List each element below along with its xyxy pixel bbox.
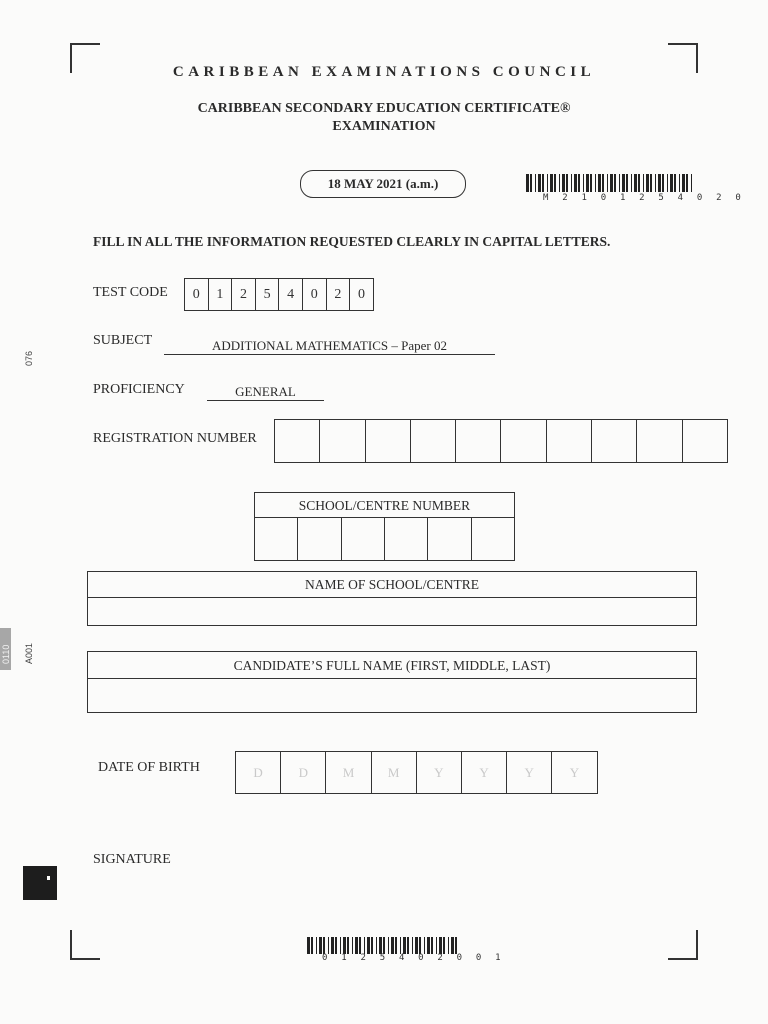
date-of-birth-cell[interactable]: Y — [462, 752, 507, 793]
school-centre-number-cell[interactable] — [342, 518, 385, 560]
registration-number-label: REGISTRATION NUMBER — [93, 431, 257, 446]
date-of-birth-cell[interactable]: Y — [569, 765, 580, 780]
date-of-birth-cell[interactable]: Y — [507, 752, 552, 793]
school-name-input[interactable] — [88, 598, 696, 625]
date-of-birth-cell[interactable]: M — [372, 752, 417, 793]
school-name-label: NAME OF SCHOOL/CENTRE — [88, 572, 696, 598]
school-centre-number-cell[interactable] — [298, 518, 341, 560]
registration-number-cell[interactable] — [456, 420, 501, 462]
date-of-birth-cell[interactable]: Y — [417, 752, 462, 793]
exam-date-badge: 18 MAY 2021 (a.m.) — [300, 170, 466, 198]
registration-number-cell[interactable] — [275, 420, 320, 462]
date-of-birth-cell[interactable]: M — [326, 752, 371, 793]
registration-number-cell[interactable] — [366, 420, 411, 462]
registration-number-grid — [274, 419, 728, 463]
fill-instruction: FILL IN ALL THE INFORMATION REQUESTED CLEARLY IN CAPITAL LETTERS. — [93, 234, 611, 249]
side-tag-text: 0110 — [1, 644, 11, 664]
barcode-bar — [691, 174, 692, 192]
registration-number-cell[interactable] — [683, 420, 727, 462]
subject-field[interactable]: ADDITIONAL MATHEMATICS – Paper 02 — [164, 338, 495, 355]
subject-label: SUBJECT — [93, 333, 153, 348]
test-code-digit-cell: 2 — [327, 279, 351, 310]
top-barcode-digits: M 2 1 0 1 2 5 4 0 2 0 — [543, 193, 745, 203]
council-title: CARIBBEAN EXAMINATIONS COUNCIL — [172, 64, 596, 80]
registration-number-cell[interactable] — [637, 420, 682, 462]
top-barcode — [526, 174, 692, 192]
test-code-label: TEST CODE — [93, 285, 168, 300]
crop-mark-bottom-left — [70, 930, 100, 960]
registration-number-cell[interactable] — [592, 420, 637, 462]
barcode-bar — [457, 937, 459, 954]
side-code-bottom: A001 — [24, 642, 34, 664]
school-centre-number-cell[interactable] — [472, 518, 514, 560]
test-code-digit-cell: 0 — [357, 287, 365, 302]
certificate-title: CARIBBEAN SECONDARY EDUCATION CERTIFICATE® — [197, 101, 571, 116]
data-matrix-module — [54, 897, 57, 900]
test-code-digit-cell: 4 — [279, 279, 303, 310]
examination-title: EXAMINATION — [332, 119, 436, 134]
candidate-name-input[interactable] — [88, 679, 696, 712]
school-centre-number-box — [254, 492, 515, 561]
side-code-top: 076 — [24, 350, 34, 366]
date-of-birth-label: DATE OF BIRTH — [98, 760, 200, 775]
registration-number-cell[interactable] — [320, 420, 365, 462]
candidate-name-label: CANDIDATE’S FULL NAME (FIRST, MIDDLE, LAST) — [88, 652, 696, 679]
date-of-birth-cell[interactable]: D — [236, 752, 281, 793]
data-matrix-code-icon — [23, 866, 57, 900]
test-code-grid — [184, 278, 374, 311]
crop-mark-bottom-right — [668, 930, 698, 960]
registration-number-cell[interactable] — [411, 420, 456, 462]
registration-number-cell[interactable] — [501, 420, 546, 462]
test-code-digit-cell: 2 — [232, 279, 256, 310]
proficiency-label: PROFICIENCY — [93, 382, 185, 397]
test-code-digit-cell: 0 — [185, 279, 209, 310]
signature-label: SIGNATURE — [93, 852, 171, 867]
test-code-digit-cell: 0 — [303, 279, 327, 310]
test-code-digit-cell: 1 — [209, 279, 233, 310]
school-centre-number-cell[interactable] — [255, 518, 298, 560]
school-centre-number-label: SCHOOL/CENTRE NUMBER — [255, 493, 514, 518]
date-of-birth-cell[interactable]: D — [281, 752, 326, 793]
test-code-digit-cell: 5 — [256, 279, 280, 310]
bottom-barcode — [307, 937, 459, 954]
school-centre-number-grid — [255, 518, 514, 560]
registration-number-cell[interactable] — [547, 420, 592, 462]
school-centre-number-cell[interactable] — [385, 518, 428, 560]
school-name-box — [87, 571, 697, 626]
school-centre-number-cell[interactable] — [428, 518, 471, 560]
date-of-birth-grid — [235, 751, 598, 794]
signature-area[interactable] — [190, 845, 660, 885]
bottom-barcode-digits: 0 1 2 5 4 0 2 0 0 1 — [322, 953, 505, 963]
proficiency-field[interactable]: GENERAL — [207, 384, 324, 401]
candidate-name-box — [87, 651, 697, 713]
